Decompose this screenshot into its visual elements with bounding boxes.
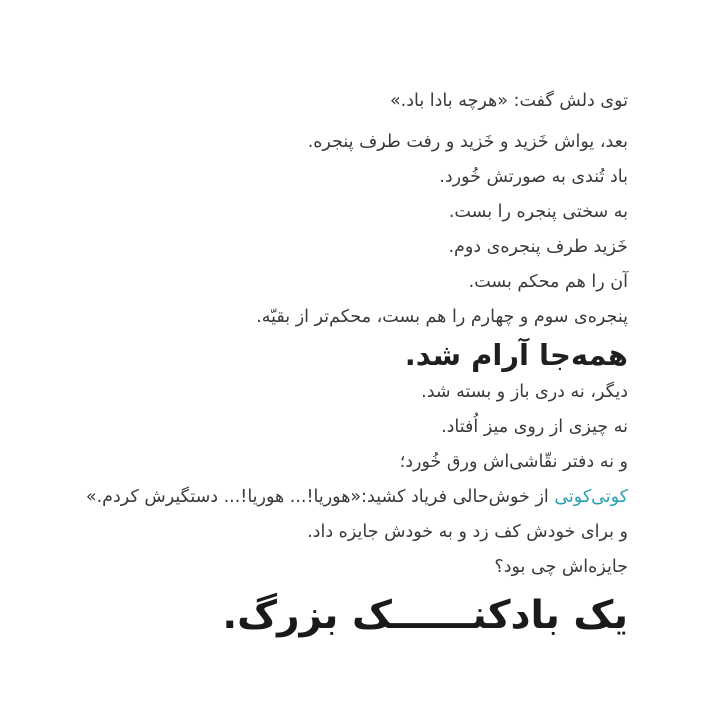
story-line: توی دلش گفت: «هرچه بادا باد.» bbox=[389, 91, 628, 111]
story-line: خَزید طرف پنجره‌ی دوم. bbox=[448, 237, 628, 257]
story-line: آن را هم محکم بست. bbox=[468, 272, 628, 292]
story-line: باد تُندی به صورتش خُورد. bbox=[439, 167, 628, 187]
story-line: پنجره‌ی سوم و چهارم را هم بست، محکم‌تر از بقیّه. bbox=[256, 307, 628, 327]
story-line: دیگر، نه دری باز و بسته شد. bbox=[421, 382, 628, 402]
story-line-headline: یک بادکنــــــک بزرگ. bbox=[222, 593, 628, 638]
character-name: کوتی‌کوتی bbox=[554, 487, 628, 507]
story-line: به سختی پنجره را بست. bbox=[448, 202, 628, 222]
story-line-emphasis: همه‌جا آرام شد. bbox=[404, 338, 628, 372]
story-text-block bbox=[60, 84, 628, 643]
story-line: نه چیزی از روی میز اُفتاد. bbox=[441, 417, 628, 437]
story-line: و برای خودش کف زد و به خودش جایزه داد. bbox=[307, 522, 628, 542]
story-line: و نه دفتر نقّاشی‌اش ورق خُورد؛ bbox=[399, 452, 628, 472]
dialogue-text: از خوش‌حالی فریاد کشید:«هوریا!... هوریا!... دستگیرش کردم.» bbox=[85, 487, 555, 507]
story-line-dialogue bbox=[60, 480, 628, 515]
story-line: جایزه‌اش چی بود؟ bbox=[494, 557, 628, 577]
story-line: بعد، یواش خَزید و خَزید و رفت طرف پنجره. bbox=[307, 132, 628, 152]
